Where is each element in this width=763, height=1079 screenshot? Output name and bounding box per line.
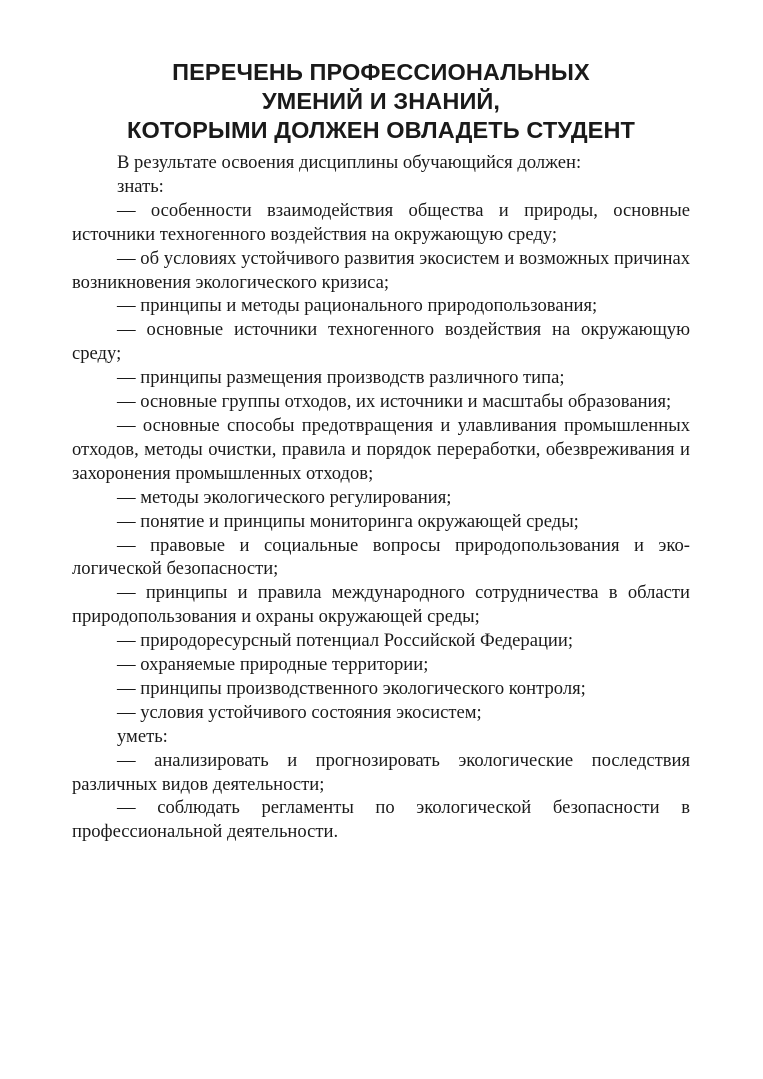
document-page (72, 58, 690, 844)
intro-paragraph: В результате освоения дисциплины обучающийся должен: (117, 152, 582, 173)
know-item: — основные группы отходов, их источники и масштабы образования; (117, 391, 672, 413)
title-line-1: ПЕРЕЧЕНЬ ПРОФЕССИОНАЛЬНЫХ (172, 59, 590, 85)
document-body (72, 151, 690, 844)
title-line-3: КОТОРЫМИ ДОЛЖЕН ОВЛАДЕТЬ СТУДЕНТ (127, 117, 635, 143)
can-label: уметь: (117, 725, 168, 747)
know-item: — об условиях устойчивого развития экосистем и возможных причинах возникновения экологического кризиса; (72, 247, 690, 293)
know-item: — правовые и социальные вопросы природопользования и экологической безопасности; (72, 534, 690, 580)
know-item: — принципы и методы рационального природопользования; (117, 295, 598, 317)
page-title (72, 58, 690, 145)
know-item: — методы экологического регулирования; (117, 486, 452, 508)
know-item: — принципы размещения производств различного типа; (117, 367, 565, 389)
know-item: — природоресурсный потенциал Российской Федерации; (117, 630, 574, 652)
can-item: — соблюдать регламенты по экологической безопасности в профессиональной деятельности. (72, 797, 690, 843)
know-label: знать: (117, 175, 164, 197)
can-item: — анализировать и прогнозировать экологические последствия различных видов деятельности; (72, 749, 690, 795)
know-item: — особенности взаимодействия общества и природы, основные источники техногенного воздействия на окружающую среду; (72, 199, 690, 245)
know-item: — принципы производственного экологического контроля; (117, 677, 586, 699)
title-line-2: УМЕНИЙ И ЗНАНИЙ, (261, 88, 501, 114)
know-item: — основные способы предотвращения и улавливания промышленных отходов, методы очистки, правила и порядок переработки, обезвреживания и захоронения промышленных отходов; (72, 414, 690, 484)
know-item: — условия устойчивого состояния экосистем; (117, 701, 482, 723)
know-item: — охраняемые природные территории; (117, 654, 429, 676)
know-item: — понятие и принципы мониторинга окружающей среды; (117, 510, 579, 532)
know-item: — основные источники техногенного воздействия на окружающую среду; (72, 319, 690, 365)
know-item: — принципы и правила международного сотрудничества в области природопользования и охраны окружающей среды; (72, 582, 690, 628)
